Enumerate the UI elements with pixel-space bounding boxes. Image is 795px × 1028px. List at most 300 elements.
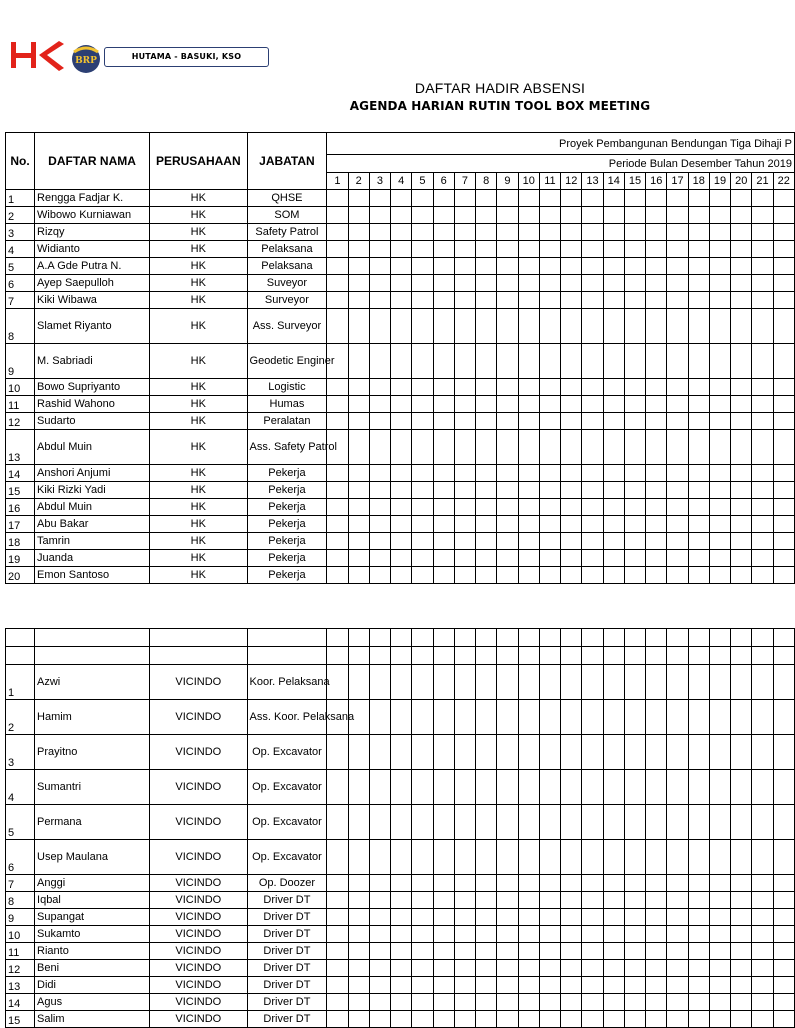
attendance-cell[interactable] [518, 909, 539, 926]
attendance-cell[interactable] [454, 805, 475, 840]
attendance-cell[interactable] [539, 909, 560, 926]
attendance-cell[interactable] [667, 190, 688, 207]
attendance-cell[interactable] [412, 840, 433, 875]
attendance-cell[interactable] [709, 665, 730, 700]
attendance-cell[interactable] [518, 258, 539, 275]
attendance-cell[interactable] [731, 550, 752, 567]
attendance-cell[interactable] [369, 567, 390, 584]
attendance-cell[interactable] [518, 190, 539, 207]
attendance-cell[interactable] [391, 292, 412, 309]
attendance-cell[interactable] [731, 567, 752, 584]
attendance-cell[interactable] [454, 735, 475, 770]
attendance-cell[interactable] [667, 909, 688, 926]
attendance-cell[interactable] [603, 224, 624, 241]
attendance-cell[interactable] [624, 1011, 645, 1028]
attendance-cell[interactable] [476, 892, 497, 909]
attendance-cell[interactable] [454, 224, 475, 241]
attendance-cell[interactable] [752, 396, 773, 413]
attendance-cell[interactable] [624, 499, 645, 516]
attendance-cell[interactable] [582, 567, 603, 584]
attendance-cell[interactable] [391, 875, 412, 892]
attendance-cell[interactable] [348, 379, 369, 396]
attendance-cell[interactable] [731, 700, 752, 735]
attendance-cell[interactable] [369, 943, 390, 960]
attendance-cell[interactable] [752, 875, 773, 892]
attendance-cell[interactable] [454, 499, 475, 516]
attendance-cell[interactable] [391, 805, 412, 840]
attendance-cell[interactable] [688, 292, 709, 309]
attendance-cell[interactable] [497, 396, 518, 413]
attendance-cell[interactable] [327, 977, 348, 994]
attendance-cell[interactable] [433, 960, 454, 977]
attendance-cell[interactable] [518, 805, 539, 840]
attendance-cell[interactable] [582, 430, 603, 465]
attendance-cell[interactable] [688, 516, 709, 533]
attendance-cell[interactable] [603, 241, 624, 258]
attendance-cell[interactable] [391, 499, 412, 516]
attendance-cell[interactable] [412, 499, 433, 516]
attendance-cell[interactable] [518, 430, 539, 465]
attendance-cell[interactable] [412, 533, 433, 550]
attendance-cell[interactable] [731, 275, 752, 292]
attendance-cell[interactable] [646, 379, 667, 396]
attendance-cell[interactable] [667, 465, 688, 482]
attendance-cell[interactable] [391, 567, 412, 584]
attendance-cell[interactable] [476, 344, 497, 379]
attendance-cell[interactable] [433, 550, 454, 567]
attendance-cell[interactable] [773, 533, 794, 550]
attendance-cell[interactable] [539, 413, 560, 430]
attendance-cell[interactable] [709, 413, 730, 430]
attendance-cell[interactable] [476, 499, 497, 516]
attendance-cell[interactable] [752, 977, 773, 994]
attendance-cell[interactable] [433, 805, 454, 840]
attendance-cell[interactable] [582, 465, 603, 482]
attendance-cell[interactable] [561, 533, 582, 550]
attendance-cell[interactable] [433, 309, 454, 344]
attendance-cell[interactable] [412, 465, 433, 482]
attendance-cell[interactable] [369, 379, 390, 396]
attendance-cell[interactable] [646, 550, 667, 567]
attendance-cell[interactable] [752, 482, 773, 499]
attendance-cell[interactable] [773, 499, 794, 516]
attendance-cell[interactable] [752, 516, 773, 533]
attendance-cell[interactable] [582, 516, 603, 533]
attendance-cell[interactable] [518, 735, 539, 770]
attendance-cell[interactable] [688, 396, 709, 413]
attendance-cell[interactable] [497, 413, 518, 430]
attendance-cell[interactable] [709, 499, 730, 516]
attendance-cell[interactable] [454, 665, 475, 700]
attendance-cell[interactable] [327, 241, 348, 258]
attendance-cell[interactable] [476, 926, 497, 943]
attendance-cell[interactable] [348, 344, 369, 379]
attendance-cell[interactable] [539, 516, 560, 533]
attendance-cell[interactable] [731, 909, 752, 926]
attendance-cell[interactable] [327, 499, 348, 516]
attendance-cell[interactable] [327, 413, 348, 430]
attendance-cell[interactable] [518, 379, 539, 396]
attendance-cell[interactable] [391, 275, 412, 292]
attendance-cell[interactable] [752, 292, 773, 309]
attendance-cell[interactable] [454, 275, 475, 292]
attendance-cell[interactable] [582, 550, 603, 567]
attendance-cell[interactable] [497, 430, 518, 465]
attendance-cell[interactable] [561, 892, 582, 909]
attendance-cell[interactable] [561, 292, 582, 309]
attendance-cell[interactable] [582, 1011, 603, 1028]
attendance-cell[interactable] [539, 1011, 560, 1028]
attendance-cell[interactable] [603, 994, 624, 1011]
attendance-cell[interactable] [646, 700, 667, 735]
attendance-cell[interactable] [476, 413, 497, 430]
attendance-cell[interactable] [518, 567, 539, 584]
attendance-cell[interactable] [348, 190, 369, 207]
attendance-cell[interactable] [752, 550, 773, 567]
attendance-cell[interactable] [518, 943, 539, 960]
attendance-cell[interactable] [667, 892, 688, 909]
attendance-cell[interactable] [476, 465, 497, 482]
attendance-cell[interactable] [327, 275, 348, 292]
attendance-cell[interactable] [603, 805, 624, 840]
attendance-cell[interactable] [369, 516, 390, 533]
attendance-cell[interactable] [518, 533, 539, 550]
attendance-cell[interactable] [646, 499, 667, 516]
attendance-cell[interactable] [348, 258, 369, 275]
attendance-cell[interactable] [497, 926, 518, 943]
attendance-cell[interactable] [369, 241, 390, 258]
attendance-cell[interactable] [391, 516, 412, 533]
attendance-cell[interactable] [561, 465, 582, 482]
attendance-cell[interactable] [433, 909, 454, 926]
attendance-cell[interactable] [773, 977, 794, 994]
attendance-cell[interactable] [539, 735, 560, 770]
attendance-cell[interactable] [603, 977, 624, 994]
attendance-cell[interactable] [667, 977, 688, 994]
attendance-cell[interactable] [327, 909, 348, 926]
attendance-cell[interactable] [667, 516, 688, 533]
attendance-cell[interactable] [624, 430, 645, 465]
attendance-cell[interactable] [603, 275, 624, 292]
attendance-cell[interactable] [752, 943, 773, 960]
attendance-cell[interactable] [752, 840, 773, 875]
attendance-cell[interactable] [752, 805, 773, 840]
attendance-cell[interactable] [454, 241, 475, 258]
attendance-cell[interactable] [603, 665, 624, 700]
attendance-cell[interactable] [603, 960, 624, 977]
attendance-cell[interactable] [752, 960, 773, 977]
attendance-cell[interactable] [412, 292, 433, 309]
attendance-cell[interactable] [497, 1011, 518, 1028]
attendance-cell[interactable] [476, 275, 497, 292]
attendance-cell[interactable] [561, 344, 582, 379]
attendance-cell[interactable] [476, 1011, 497, 1028]
attendance-cell[interactable] [582, 977, 603, 994]
attendance-cell[interactable] [646, 994, 667, 1011]
attendance-cell[interactable] [476, 550, 497, 567]
attendance-cell[interactable] [688, 840, 709, 875]
attendance-cell[interactable] [752, 258, 773, 275]
attendance-cell[interactable] [646, 292, 667, 309]
attendance-cell[interactable] [624, 224, 645, 241]
attendance-cell[interactable] [433, 875, 454, 892]
attendance-cell[interactable] [369, 207, 390, 224]
attendance-cell[interactable] [327, 735, 348, 770]
attendance-cell[interactable] [667, 567, 688, 584]
attendance-cell[interactable] [348, 550, 369, 567]
attendance-cell[interactable] [582, 926, 603, 943]
attendance-cell[interactable] [561, 943, 582, 960]
attendance-cell[interactable] [454, 465, 475, 482]
attendance-cell[interactable] [561, 977, 582, 994]
attendance-cell[interactable] [582, 207, 603, 224]
attendance-cell[interactable] [561, 413, 582, 430]
attendance-cell[interactable] [646, 516, 667, 533]
attendance-cell[interactable] [561, 909, 582, 926]
attendance-cell[interactable] [391, 224, 412, 241]
attendance-cell[interactable] [603, 430, 624, 465]
attendance-cell[interactable] [369, 735, 390, 770]
attendance-cell[interactable] [412, 875, 433, 892]
attendance-cell[interactable] [369, 275, 390, 292]
attendance-cell[interactable] [731, 241, 752, 258]
attendance-cell[interactable] [752, 190, 773, 207]
attendance-cell[interactable] [561, 430, 582, 465]
attendance-cell[interactable] [709, 909, 730, 926]
attendance-cell[interactable] [752, 207, 773, 224]
attendance-cell[interactable] [646, 977, 667, 994]
attendance-cell[interactable] [667, 960, 688, 977]
attendance-cell[interactable] [624, 396, 645, 413]
attendance-cell[interactable] [709, 224, 730, 241]
attendance-cell[interactable] [752, 379, 773, 396]
attendance-cell[interactable] [454, 430, 475, 465]
attendance-cell[interactable] [518, 516, 539, 533]
attendance-cell[interactable] [624, 960, 645, 977]
attendance-cell[interactable] [603, 735, 624, 770]
attendance-cell[interactable] [327, 550, 348, 567]
attendance-cell[interactable] [624, 465, 645, 482]
attendance-cell[interactable] [624, 550, 645, 567]
attendance-cell[interactable] [391, 465, 412, 482]
attendance-cell[interactable] [688, 465, 709, 482]
attendance-cell[interactable] [412, 413, 433, 430]
attendance-cell[interactable] [752, 994, 773, 1011]
attendance-cell[interactable] [539, 344, 560, 379]
attendance-cell[interactable] [752, 700, 773, 735]
attendance-cell[interactable] [348, 977, 369, 994]
attendance-cell[interactable] [518, 396, 539, 413]
attendance-cell[interactable] [561, 309, 582, 344]
attendance-cell[interactable] [561, 379, 582, 396]
attendance-cell[interactable] [391, 430, 412, 465]
attendance-cell[interactable] [688, 241, 709, 258]
attendance-cell[interactable] [369, 926, 390, 943]
attendance-cell[interactable] [412, 207, 433, 224]
attendance-cell[interactable] [667, 875, 688, 892]
attendance-cell[interactable] [561, 770, 582, 805]
attendance-cell[interactable] [603, 413, 624, 430]
attendance-cell[interactable] [667, 430, 688, 465]
attendance-cell[interactable] [773, 909, 794, 926]
attendance-cell[interactable] [731, 224, 752, 241]
attendance-cell[interactable] [412, 309, 433, 344]
attendance-cell[interactable] [731, 665, 752, 700]
attendance-cell[interactable] [646, 943, 667, 960]
attendance-cell[interactable] [709, 465, 730, 482]
attendance-cell[interactable] [369, 977, 390, 994]
attendance-cell[interactable] [497, 207, 518, 224]
attendance-cell[interactable] [433, 275, 454, 292]
attendance-cell[interactable] [646, 258, 667, 275]
attendance-cell[interactable] [624, 309, 645, 344]
attendance-cell[interactable] [348, 960, 369, 977]
attendance-cell[interactable] [369, 909, 390, 926]
attendance-cell[interactable] [539, 465, 560, 482]
attendance-cell[interactable] [624, 413, 645, 430]
attendance-cell[interactable] [773, 840, 794, 875]
attendance-cell[interactable] [603, 344, 624, 379]
attendance-cell[interactable] [688, 567, 709, 584]
attendance-cell[interactable] [709, 258, 730, 275]
attendance-cell[interactable] [752, 275, 773, 292]
attendance-cell[interactable] [476, 396, 497, 413]
attendance-cell[interactable] [369, 190, 390, 207]
attendance-cell[interactable] [709, 344, 730, 379]
attendance-cell[interactable] [412, 430, 433, 465]
attendance-cell[interactable] [476, 430, 497, 465]
attendance-cell[interactable] [731, 190, 752, 207]
attendance-cell[interactable] [539, 994, 560, 1011]
attendance-cell[interactable] [688, 379, 709, 396]
attendance-cell[interactable] [476, 994, 497, 1011]
attendance-cell[interactable] [433, 224, 454, 241]
attendance-cell[interactable] [731, 735, 752, 770]
attendance-cell[interactable] [582, 735, 603, 770]
attendance-cell[interactable] [539, 960, 560, 977]
attendance-cell[interactable] [518, 665, 539, 700]
attendance-cell[interactable] [454, 190, 475, 207]
attendance-cell[interactable] [624, 665, 645, 700]
attendance-cell[interactable] [369, 258, 390, 275]
attendance-cell[interactable] [454, 926, 475, 943]
attendance-cell[interactable] [497, 770, 518, 805]
attendance-cell[interactable] [348, 413, 369, 430]
attendance-cell[interactable] [518, 482, 539, 499]
attendance-cell[interactable] [688, 735, 709, 770]
attendance-cell[interactable] [476, 207, 497, 224]
attendance-cell[interactable] [582, 875, 603, 892]
attendance-cell[interactable] [709, 241, 730, 258]
attendance-cell[interactable] [731, 413, 752, 430]
attendance-cell[interactable] [391, 977, 412, 994]
attendance-cell[interactable] [667, 275, 688, 292]
attendance-cell[interactable] [391, 1011, 412, 1028]
attendance-cell[interactable] [603, 840, 624, 875]
attendance-cell[interactable] [412, 224, 433, 241]
attendance-cell[interactable] [603, 550, 624, 567]
attendance-cell[interactable] [539, 533, 560, 550]
attendance-cell[interactable] [454, 567, 475, 584]
attendance-cell[interactable] [773, 379, 794, 396]
attendance-cell[interactable] [582, 700, 603, 735]
attendance-cell[interactable] [667, 550, 688, 567]
attendance-cell[interactable] [624, 482, 645, 499]
attendance-cell[interactable] [667, 207, 688, 224]
attendance-cell[interactable] [369, 665, 390, 700]
attendance-cell[interactable] [688, 413, 709, 430]
attendance-cell[interactable] [773, 465, 794, 482]
attendance-cell[interactable] [348, 275, 369, 292]
attendance-cell[interactable] [433, 665, 454, 700]
attendance-cell[interactable] [646, 926, 667, 943]
attendance-cell[interactable] [773, 875, 794, 892]
attendance-cell[interactable] [752, 567, 773, 584]
attendance-cell[interactable] [433, 499, 454, 516]
attendance-cell[interactable] [731, 344, 752, 379]
attendance-cell[interactable] [454, 909, 475, 926]
attendance-cell[interactable] [709, 275, 730, 292]
attendance-cell[interactable] [348, 533, 369, 550]
attendance-cell[interactable] [646, 430, 667, 465]
attendance-cell[interactable] [561, 550, 582, 567]
attendance-cell[interactable] [369, 892, 390, 909]
attendance-cell[interactable] [773, 567, 794, 584]
attendance-cell[interactable] [433, 770, 454, 805]
attendance-cell[interactable] [539, 892, 560, 909]
attendance-cell[interactable] [454, 344, 475, 379]
attendance-cell[interactable] [391, 960, 412, 977]
attendance-cell[interactable] [624, 379, 645, 396]
attendance-cell[interactable] [688, 309, 709, 344]
attendance-cell[interactable] [433, 977, 454, 994]
attendance-cell[interactable] [476, 875, 497, 892]
attendance-cell[interactable] [369, 805, 390, 840]
attendance-cell[interactable] [348, 241, 369, 258]
attendance-cell[interactable] [667, 943, 688, 960]
attendance-cell[interactable] [773, 960, 794, 977]
attendance-cell[interactable] [752, 926, 773, 943]
attendance-cell[interactable] [582, 909, 603, 926]
attendance-cell[interactable] [433, 700, 454, 735]
attendance-cell[interactable] [369, 499, 390, 516]
attendance-cell[interactable] [731, 770, 752, 805]
attendance-cell[interactable] [709, 994, 730, 1011]
attendance-cell[interactable] [561, 1011, 582, 1028]
attendance-cell[interactable] [731, 430, 752, 465]
attendance-cell[interactable] [773, 735, 794, 770]
attendance-cell[interactable] [497, 840, 518, 875]
attendance-cell[interactable] [731, 943, 752, 960]
attendance-cell[interactable] [731, 309, 752, 344]
attendance-cell[interactable] [518, 994, 539, 1011]
attendance-cell[interactable] [369, 770, 390, 805]
attendance-cell[interactable] [561, 241, 582, 258]
attendance-cell[interactable] [348, 994, 369, 1011]
attendance-cell[interactable] [518, 550, 539, 567]
attendance-cell[interactable] [369, 994, 390, 1011]
attendance-cell[interactable] [624, 994, 645, 1011]
attendance-cell[interactable] [327, 396, 348, 413]
attendance-cell[interactable] [412, 241, 433, 258]
attendance-cell[interactable] [773, 516, 794, 533]
attendance-cell[interactable] [497, 292, 518, 309]
attendance-cell[interactable] [412, 977, 433, 994]
attendance-cell[interactable] [412, 275, 433, 292]
attendance-cell[interactable] [518, 926, 539, 943]
attendance-cell[interactable] [433, 396, 454, 413]
attendance-cell[interactable] [327, 224, 348, 241]
